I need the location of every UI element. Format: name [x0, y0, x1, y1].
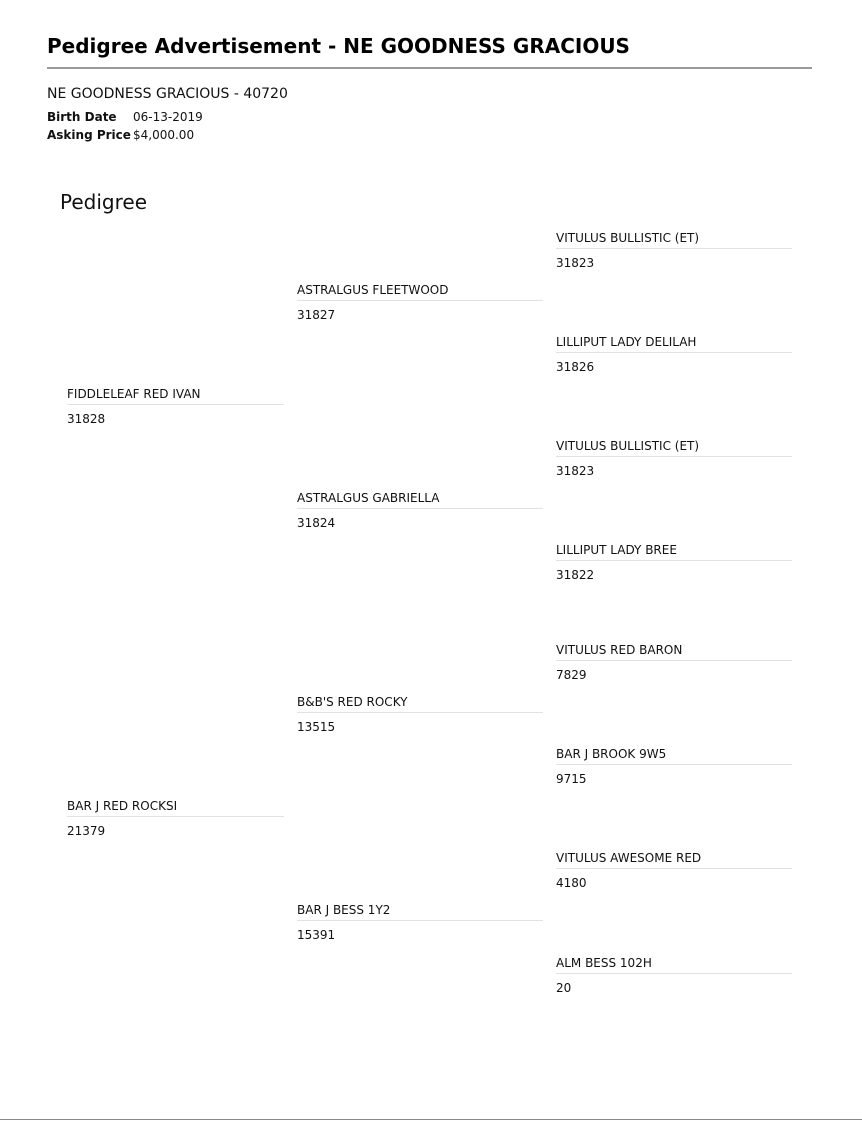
asking-price-label: Asking Price: [47, 128, 131, 142]
pedigree-dam-sire-dam: [556, 747, 792, 786]
pedigree-registration-number: 31822: [556, 568, 595, 582]
pedigree-animal-name: VITULUS RED BARON: [556, 643, 792, 661]
pedigree-animal-name: LILLIPUT LADY DELILAH: [556, 335, 792, 353]
pedigree-registration-number: 20: [556, 981, 572, 995]
pedigree-sire: [67, 387, 284, 426]
asking-price-row: [47, 128, 194, 142]
title-divider: [47, 67, 812, 69]
pedigree-dam-dam-sire: [556, 851, 792, 890]
pedigree-registration-number: 31827: [297, 308, 336, 322]
birth-date-value: 06-13-2019: [133, 110, 203, 124]
pedigree-registration-number: 7829: [556, 668, 587, 682]
pedigree-registration-number: 31828: [67, 412, 106, 426]
pedigree-registration-number: 13515: [297, 720, 336, 734]
pedigree-sire-dam-sire: [556, 439, 792, 478]
pedigree-sire-sire: [297, 283, 543, 322]
pedigree-animal-name: LILLIPUT LADY BREE: [556, 543, 792, 561]
pedigree-registration-number: 21379: [67, 824, 106, 838]
pedigree-sire-dam: [297, 491, 543, 530]
birth-date-row: [47, 110, 203, 124]
pedigree-dam-sire-sire: [556, 643, 792, 682]
pedigree-dam-dam-dam: [556, 956, 792, 995]
pedigree-animal-name: ALM BESS 102H: [556, 956, 792, 974]
pedigree-registration-number: 9715: [556, 772, 587, 786]
pedigree-dam: [67, 799, 284, 838]
page-title: Pedigree Advertisement - NE GOODNESS GRACIOUS: [47, 34, 630, 58]
pedigree-registration-number: 15391: [297, 928, 336, 942]
page-bottom-divider: [0, 1119, 862, 1120]
pedigree-animal-name: BAR J BESS 1Y2: [297, 903, 543, 921]
pedigree-sire-sire-sire: [556, 231, 792, 270]
pedigree-animal-name: ASTRALGUS FLEETWOOD: [297, 283, 543, 301]
pedigree-registration-number: 31823: [556, 464, 595, 478]
pedigree-dam-dam: [297, 903, 543, 942]
pedigree-heading: Pedigree: [60, 190, 147, 214]
pedigree-animal-name: FIDDLELEAF RED IVAN: [67, 387, 284, 405]
pedigree-registration-number: 31824: [297, 516, 336, 530]
pedigree-animal-name: B&B'S RED ROCKY: [297, 695, 543, 713]
pedigree-registration-number: 31823: [556, 256, 595, 270]
pedigree-animal-name: VITULUS AWESOME RED: [556, 851, 792, 869]
pedigree-animal-name: BAR J RED ROCKSI: [67, 799, 284, 817]
animal-name-registration: NE GOODNESS GRACIOUS - 40720: [47, 86, 288, 102]
birth-date-label: Birth Date: [47, 110, 117, 124]
pedigree-sire-sire-dam: [556, 335, 792, 374]
pedigree-dam-sire: [297, 695, 543, 734]
pedigree-animal-name: VITULUS BULLISTIC (ET): [556, 439, 792, 457]
pedigree-animal-name: ASTRALGUS GABRIELLA: [297, 491, 543, 509]
pedigree-registration-number: 31826: [556, 360, 595, 374]
pedigree-animal-name: VITULUS BULLISTIC (ET): [556, 231, 792, 249]
asking-price-value: $4,000.00: [133, 128, 195, 142]
pedigree-sire-dam-dam: [556, 543, 792, 582]
pedigree-registration-number: 4180: [556, 876, 587, 890]
pedigree-animal-name: BAR J BROOK 9W5: [556, 747, 792, 765]
